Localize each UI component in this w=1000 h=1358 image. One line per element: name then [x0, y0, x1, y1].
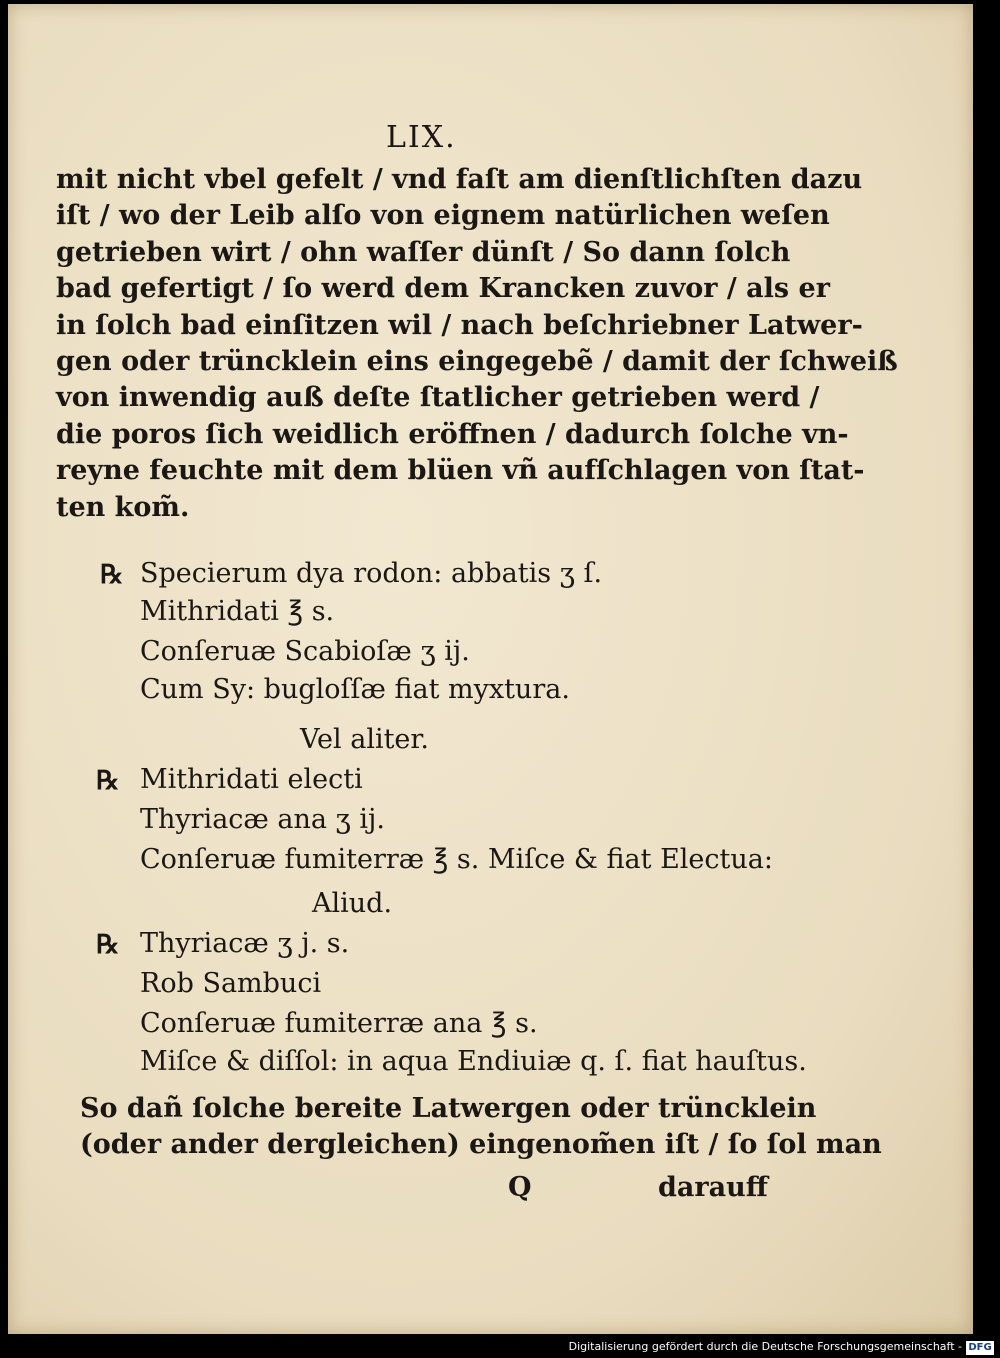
recipe-line: Conſeruæ fumiterræ ℥ s. Miſce & fiat Electua:	[140, 844, 773, 875]
text-line: die poros ſich weidlich eröffnen / dadurch ſolche vn-	[56, 418, 849, 450]
rx-symbol: ℞	[100, 560, 124, 590]
text-line: ten kom̃.	[56, 491, 190, 523]
dfg-logo: DFG	[966, 1341, 994, 1355]
text-line: bad gefertigt / ſo werd dem Krancken zuvor / als er	[56, 273, 830, 305]
recipe-line: Rob Sambuci	[140, 968, 322, 999]
text-line: mit nicht vbel gefelt / vnd faſt am dienſtlichſten dazu	[56, 164, 863, 195]
recipe-line: Thyriacæ ana ʒ ij.	[140, 804, 385, 835]
recipe-line: Conſeruæ fumiterræ ana ℥ s.	[140, 1008, 538, 1039]
catchword: darauff	[658, 1172, 768, 1203]
recipe-line: Miſce & diſſol: in aqua Endiuiæ q. ſ. fiat hauſtus.	[140, 1046, 807, 1077]
text-line: (oder ander dergleichen) eingenom̃en iſt / ſo ſol man	[80, 1129, 882, 1161]
text-line: iſt / wo der Leib alſo von eignem natürlichen weſen	[56, 200, 830, 232]
closing-paragraph	[80, 1090, 882, 1163]
recipe-line: Mithridati ℥ s.	[140, 596, 335, 627]
recipe-heading: Aliud.	[312, 888, 393, 919]
text-line: von inwendig auß deſte ſtatlicher getrieben werd /	[56, 382, 820, 414]
text-line: gen oder trüncklein eins eingegebẽ / damit der ſchweiß	[56, 345, 898, 377]
rx-symbol: ℞	[96, 930, 120, 960]
signature-mark: Q	[508, 1172, 532, 1203]
recipe-line: Conſeruæ Scabioſæ ʒ ij.	[140, 636, 470, 667]
recipe-line: Mithridati electi	[140, 764, 363, 795]
text-line: in ſolch bad einſitzen wil / nach beſchriebner Latwer-	[56, 309, 863, 341]
text-line: getrieben wirt / ohn waſſer dünſt / So dann ſolch	[56, 236, 791, 268]
rx-symbol: ℞	[96, 766, 120, 796]
text-line: reyne feuchte mit dem blüen vñ aufſchlagen von ſtat-	[56, 455, 865, 487]
book-page	[8, 4, 973, 1334]
recipe-line: Cum Sy: bugloſſæ fiat myxtura.	[140, 674, 570, 705]
folio-number: LIX.	[386, 120, 457, 155]
recipe-line: Thyriacæ ʒ j. s.	[140, 928, 350, 959]
text-line: So dañ ſolche bereite Latwergen oder trüncklein	[80, 1093, 817, 1124]
recipe-heading: Vel aliter.	[300, 724, 429, 755]
digitization-credit: Digitalisierung gefördert durch die Deutsche Forschungsgemeinschaft -	[568, 1340, 962, 1353]
blackletter-paragraph	[56, 162, 898, 526]
recipe-line: Specierum dya rodon: abbatis ʒ ſ.	[140, 558, 603, 589]
